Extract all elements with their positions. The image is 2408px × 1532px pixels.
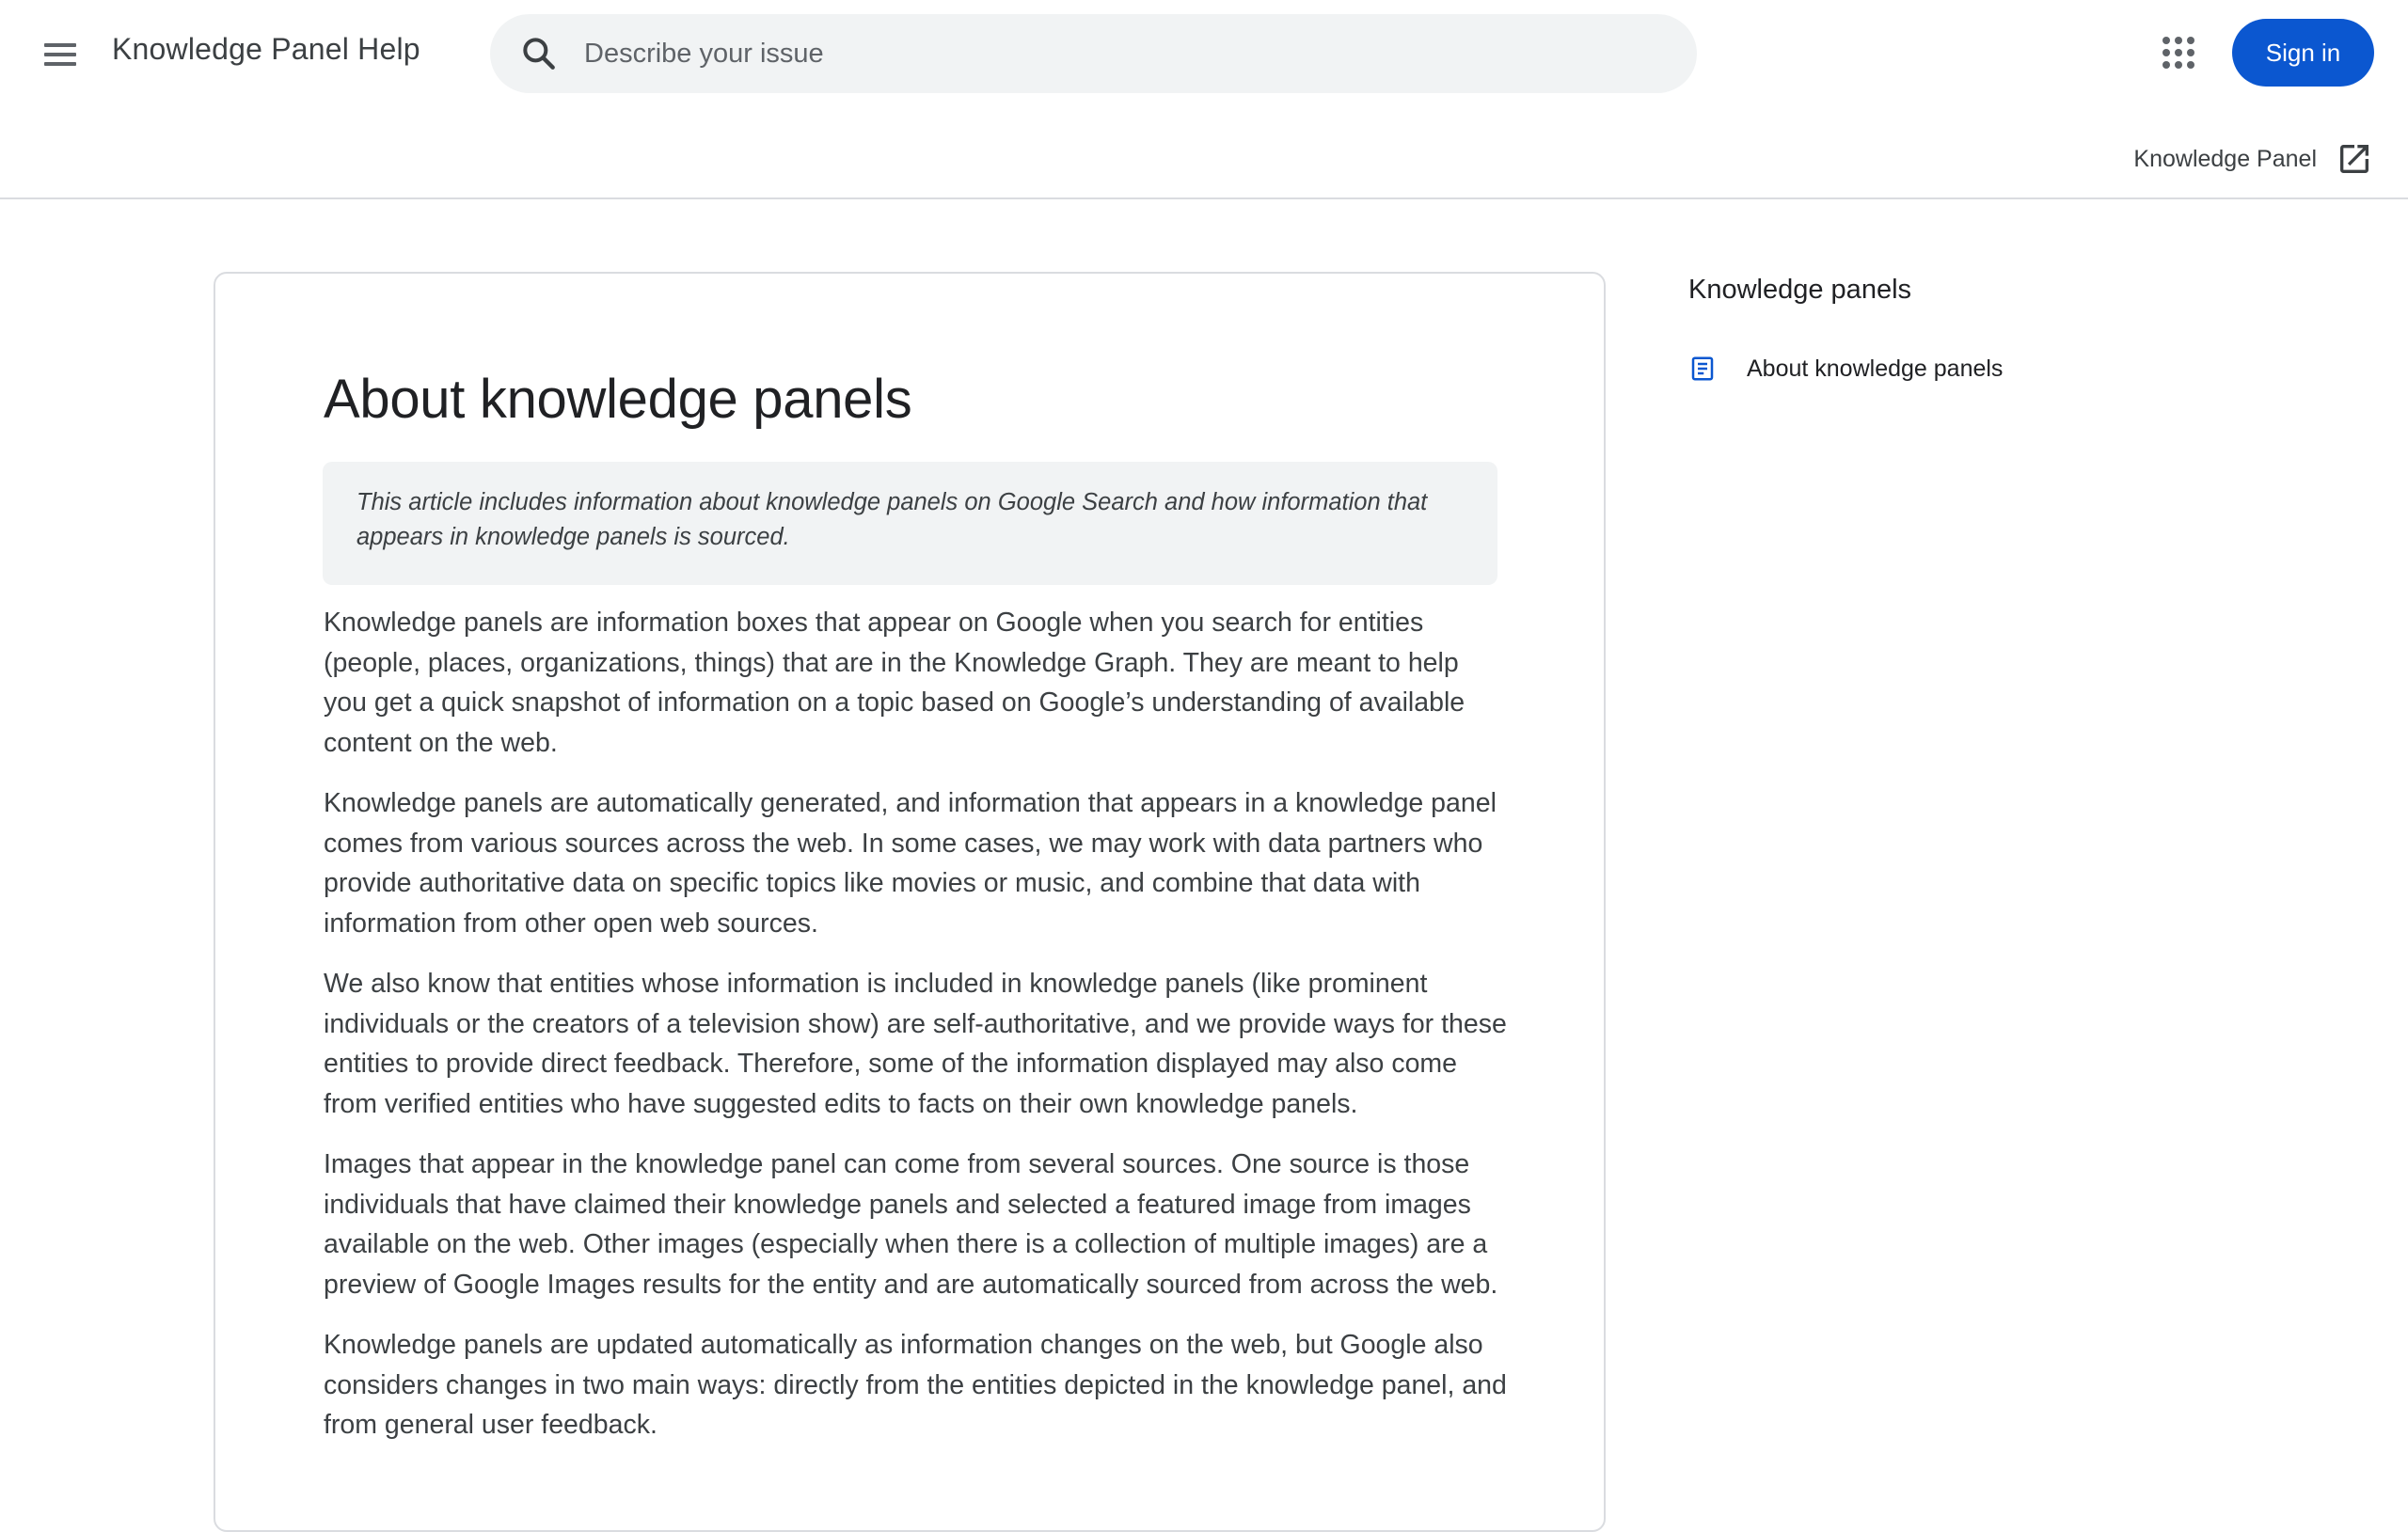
google-apps-grid-icon[interactable] <box>2160 34 2197 71</box>
search-icon[interactable] <box>518 33 560 74</box>
sidebar-item-label: About knowledge panels <box>1747 355 2004 382</box>
article-paragraph: Knowledge panels are automatically generated, and information that appears in a knowledge panel comes from various sources across the web. In some cases, we may work with data partners who provide authoritative data on specific topics like movies or music, and combine that data with information from other open web sources. <box>324 788 1497 939</box>
open-in-new-icon <box>2336 140 2373 178</box>
article-body <box>324 603 1509 1466</box>
sidebar-section-title: Knowledge panels <box>1688 275 1912 305</box>
article-paragraph: We also know that entities whose information is included in knowledge panels (like prominent individuals or the creators of a television show) are self-authoritative, and we provide ways for these entities to provide direct feedback. Therefore, some of the information displayed may also come from verified entities who have suggested edits to facts on their own knowledge panels. <box>324 969 1507 1119</box>
article-summary-callout: This article includes information about knowledge panels on Google Search and how information that appears in knowledge panels is sourced. <box>323 462 1497 585</box>
article-paragraph: Images that appear in the knowledge panel can come from several sources. One source is those individuals that have claimed their knowledge panels and selected a featured image from images available on the web. Other images (especially when there is a collection of multiple images) are a preview of Google Images results for the entity and are automatically sourced from across the web. <box>324 1149 1498 1300</box>
product-subheader <box>0 122 2408 199</box>
top-app-bar <box>0 0 2408 107</box>
knowledge-panel-product-link[interactable] <box>2133 139 2373 179</box>
article-paragraph: Knowledge panels are updated automatically as information changes on the web, but Google also considers changes in two main ways: directly from the entities depicted in the knowledge panel, and from general user feedback. <box>324 1330 1507 1440</box>
sidebar-item-about-knowledge-panels[interactable] <box>1688 353 2003 385</box>
sign-in-button[interactable]: Sign in <box>2232 19 2374 87</box>
app-title[interactable]: Knowledge Panel Help <box>112 32 420 66</box>
article-paragraph: Knowledge panels are information boxes that appear on Google when you search for entities (people, places, organizations, things) that are in the Knowledge Graph. They are meant to help you get a quick snapshot of information on a topic based on Google’s understanding of available content on the web. <box>324 608 1465 758</box>
product-link-label: Knowledge Panel <box>2133 145 2317 172</box>
article-card <box>214 272 1606 1532</box>
search-bar[interactable] <box>490 14 1697 93</box>
article-icon <box>1688 353 1717 385</box>
article-title: About knowledge panels <box>324 369 912 430</box>
search-input[interactable] <box>584 14 1666 93</box>
hamburger-menu-icon[interactable] <box>32 28 88 81</box>
